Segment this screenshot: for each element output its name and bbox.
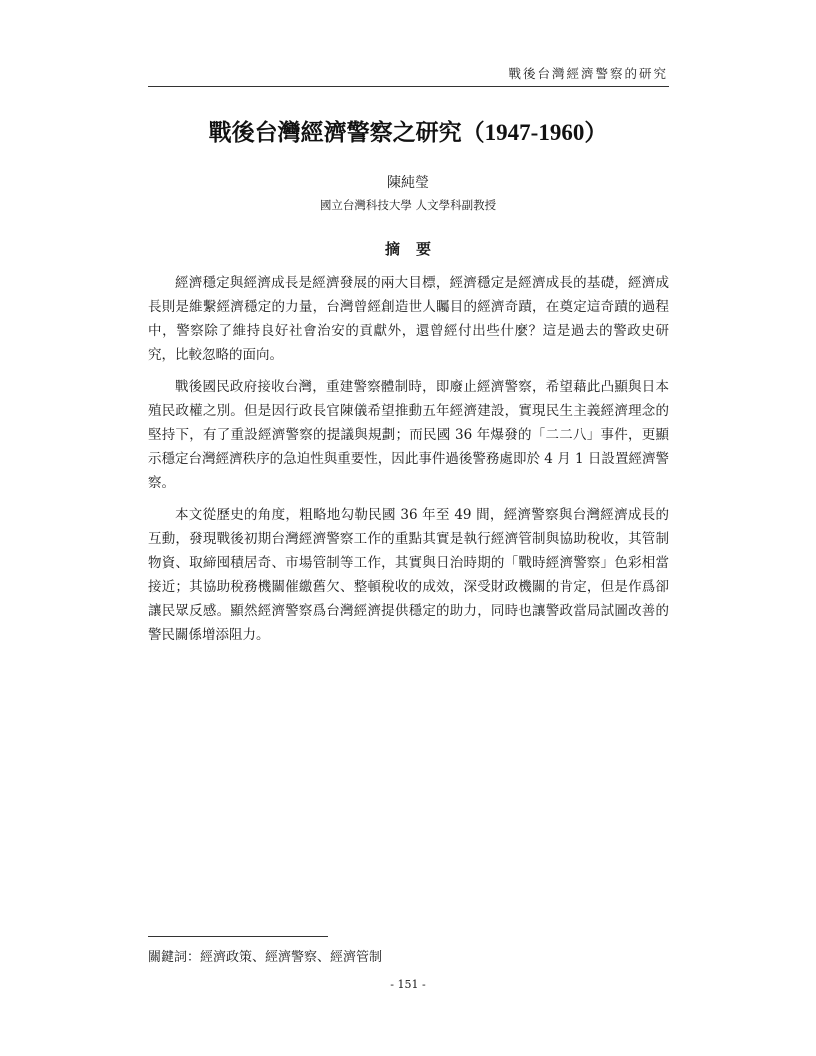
abstract-paragraph: 本文從歷史的角度，粗略地勾勒民國 36 年至 49 間，經濟警察與台灣經濟成長的互動，發現戰後初期台灣經濟警察工作的重點其實是執行經濟管制與協助稅收，其管制物資、取締囤積居奇、市場管制等工作，其實與日治時期的「戰時經濟警察」色彩相當接近；其協助稅務機關催繳舊欠、整頓稅收的成效，深受財政機關的肯定，但是作爲卻讓民眾反感。顯然經濟警察爲台灣經濟提供穩定的助力，同時也讓警政當局試圖改善的警民關係增添阻力。: [148, 507, 669, 643]
author-name: 陳純瑩: [387, 175, 429, 191]
footnote-rule: [148, 936, 328, 937]
page-number: - 151 -: [390, 978, 426, 991]
keywords: 關鍵詞：經濟政策、經濟警察、經濟管制: [148, 950, 383, 965]
abstract-body: [148, 271, 669, 655]
running-head: 戰後台灣經濟警察的研究: [508, 66, 668, 81]
author-affiliation: 國立台灣科技大學 人文學科副教授: [319, 198, 497, 212]
abstract-paragraph: 經濟穩定與經濟成長是經濟發展的兩大目標，經濟穩定是經濟成長的基礎，經濟成長則是維繫經濟穩定的力量，台灣曾經創造世人矚目的經濟奇蹟，在奠定這奇蹟的過程中，警察除了維持良好社會治安的貢獻外，還曾經付出些什麼？這是過去的警政史研究，比較忽略的面向。: [148, 275, 669, 363]
abstract-paragraph: 戰後國民政府接收台灣，重建警察體制時，即廢止經濟警察，希望藉此凸顯與日本殖民政權之別。但是因行政長官陳儀希望推動五年經濟建設，實現民生主義經濟理念的堅持下，有了重設經濟警察的提議與規劃；而民國 36 年爆發的「二二八」事件，更顯示穩定台灣經濟秩序的急迫性與重要性，因此事件過後警務處即於 4 月 1 日設置經濟警察。: [148, 379, 669, 491]
header-rule: [148, 86, 669, 87]
paper-title: 戰後台灣經濟警察之研究（1947-1960）: [208, 120, 608, 145]
abstract-heading: 摘要: [384, 240, 447, 258]
